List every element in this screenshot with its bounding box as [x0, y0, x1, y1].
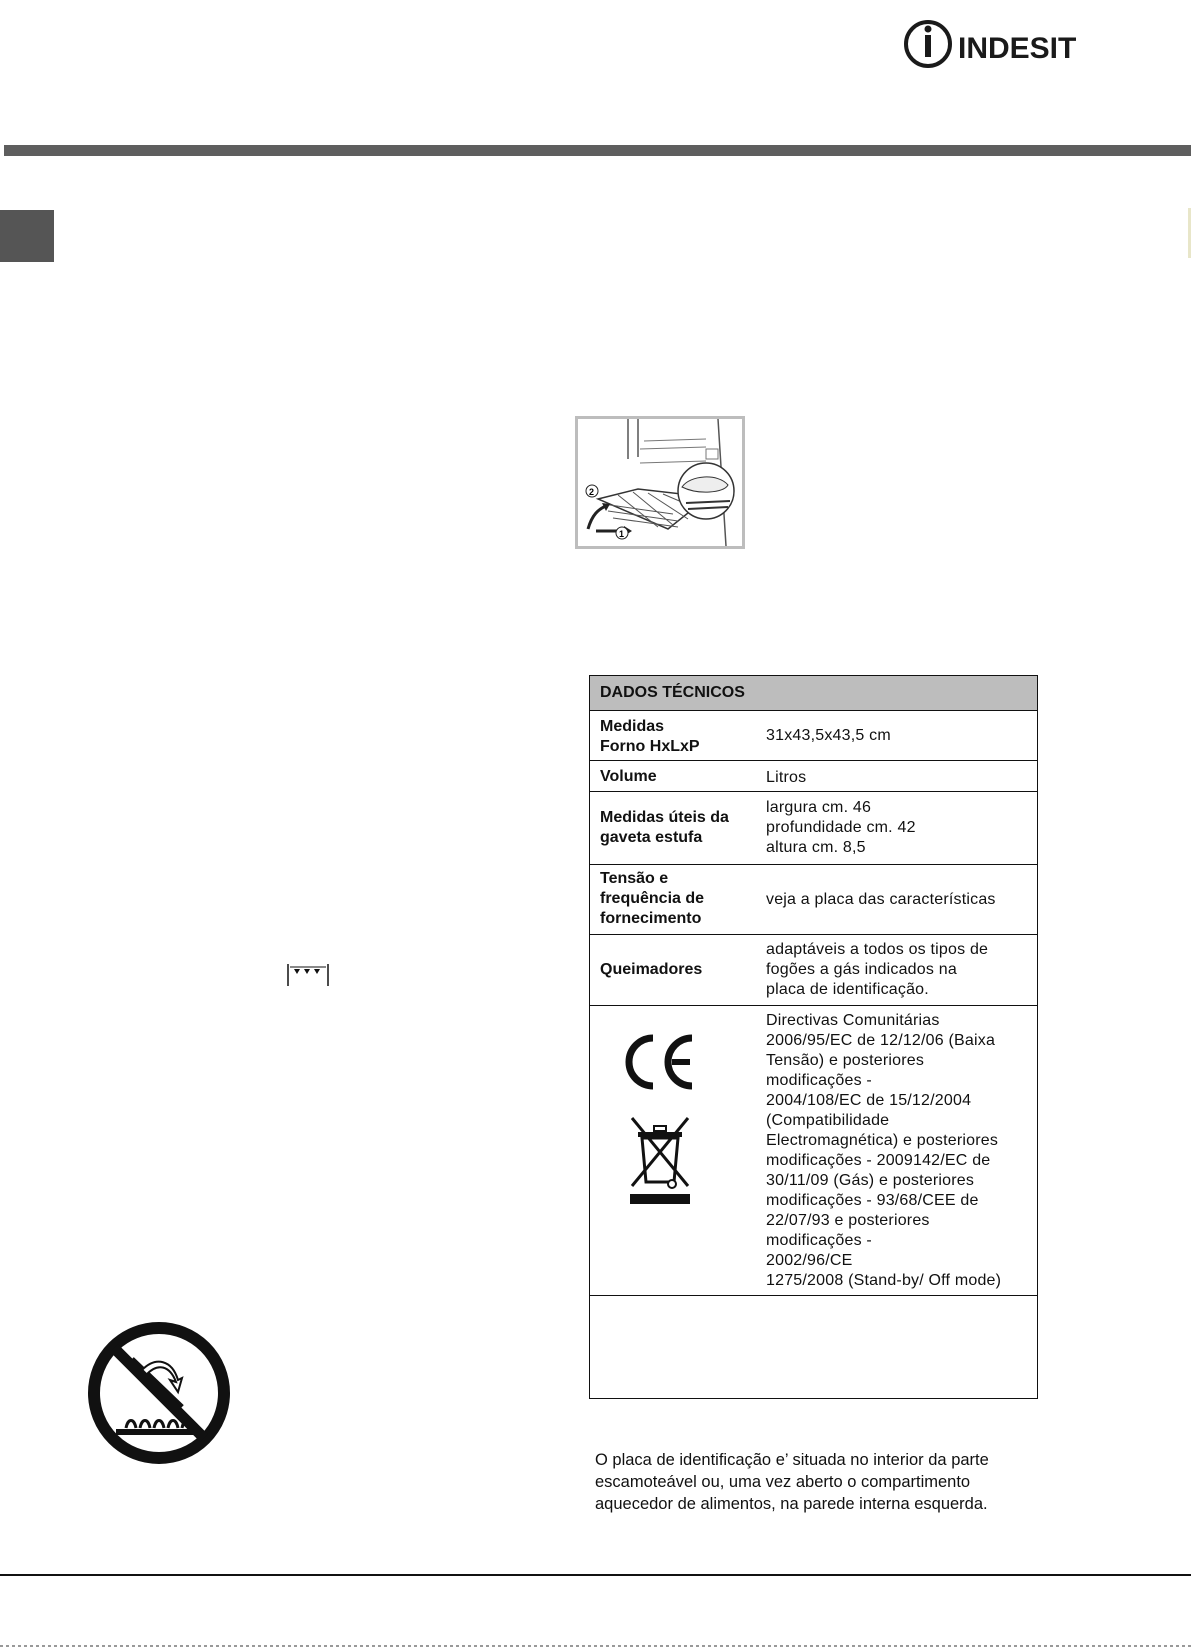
row-label: Volume: [600, 768, 657, 785]
row-value: veja a placa das características: [766, 891, 996, 908]
table-row: [590, 865, 1037, 935]
row-label: Queimadores: [600, 961, 703, 978]
row-value: Litros: [766, 769, 807, 786]
crossed-bin-icon: [628, 1116, 692, 1206]
bottom-dashed-line: [0, 1645, 1191, 1647]
table-row: [590, 1006, 1037, 1296]
top-divider: [4, 145, 1191, 156]
table-row: [590, 792, 1037, 865]
table-header: [590, 676, 1037, 711]
table-row: [590, 761, 1037, 792]
row-value: adaptáveis a todos os tipos de fogões a gás indicados na placa de identificação.: [766, 941, 989, 998]
row-label: Medidas Forno HxLxP: [600, 718, 700, 755]
step-2-label: 2: [589, 487, 595, 497]
row-value: 31x43,5x43,5 cm: [766, 727, 891, 744]
technical-data-table: [589, 675, 1038, 1399]
row-label: Tensão e frequência de fornecimento: [600, 870, 705, 927]
burner-symbol-icon: [286, 964, 330, 986]
row-label: Medidas úteis da gaveta estufa: [600, 809, 729, 846]
identification-plate-note: O placa de identificação e’ situada no interior da parte escamoteável ou, uma vez aberto o compartimento aquecedor de alimentos, na parede interna esquerda.: [595, 1451, 989, 1513]
row-value: largura cm. 46 profundidade cm. 42 altura cm. 8,5: [766, 799, 916, 856]
no-flame-icon: [86, 1320, 232, 1466]
ce-mark-icon: [620, 1032, 696, 1092]
step-1-label: 1: [619, 529, 625, 539]
table-row: [590, 711, 1037, 761]
table-row-empty: [590, 1296, 1037, 1398]
bottom-divider: [0, 1574, 1191, 1576]
language-tab: [0, 210, 54, 262]
table-title: DADOS TÉCNICOS: [600, 684, 745, 701]
indesit-logo-icon: [900, 18, 1100, 74]
oven-rack-illustration: [575, 416, 745, 549]
directives-text: Directivas Comunitárias 2006/95/EC de 12/12/06 (Baixa Tensão) e posteriores modificações - 2004/108/EC de 15/12/2004 (Compatibilidade Electromagnética) e posteriores modificações - 2009142/EC de 30/11/09 (Gás) e posteriores modificações - 93/68/CEE de 22/07/93 e posteriores modificações - 2002/96/CE 1275/2008 (Stand-by/ Off mode): [766, 1012, 1002, 1289]
logo-text: INDESIT: [958, 32, 1077, 65]
table-row: [590, 935, 1037, 1006]
